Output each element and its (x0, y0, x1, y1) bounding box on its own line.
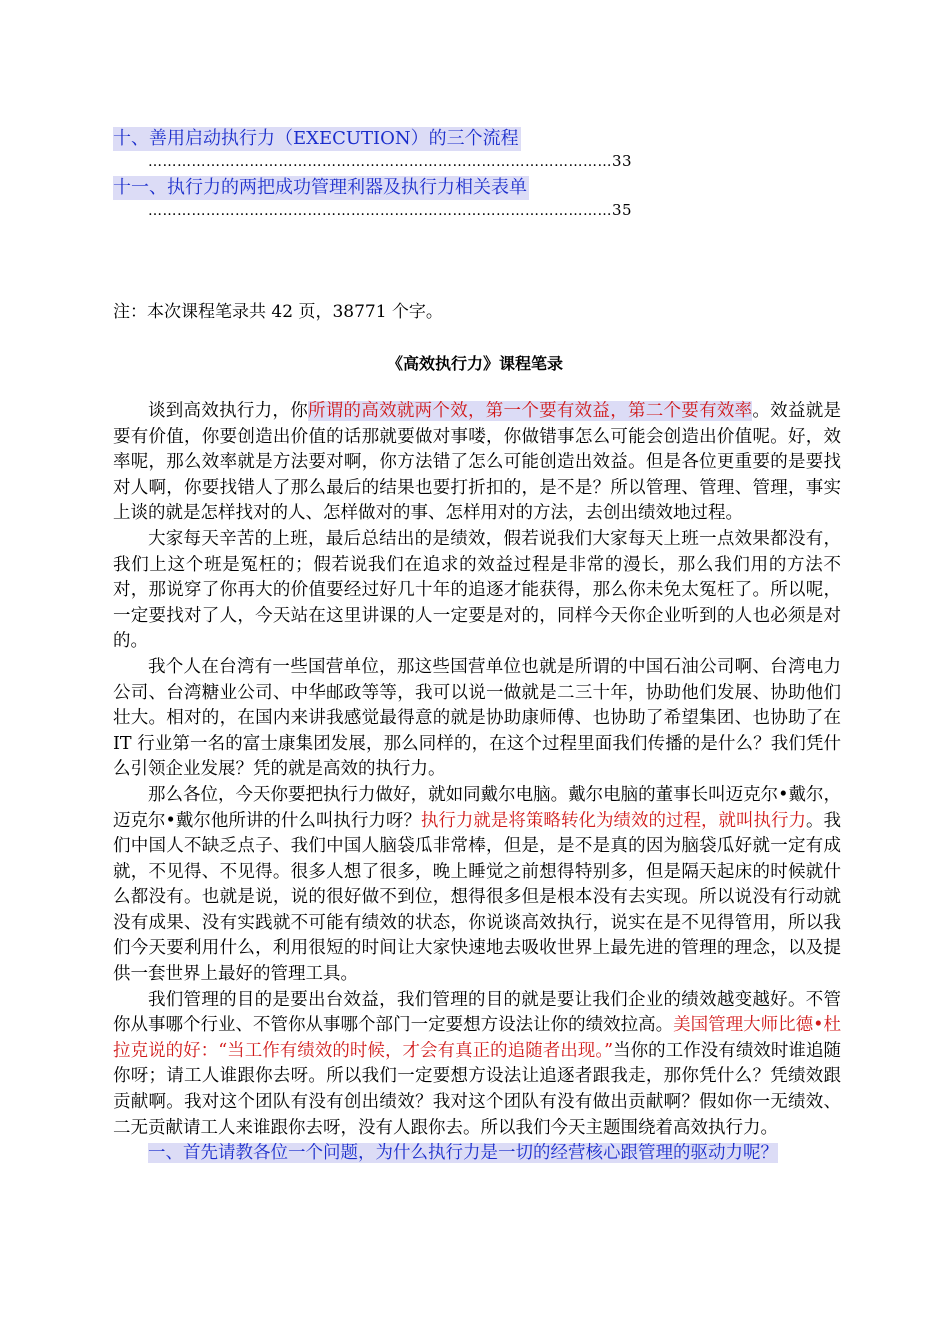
paragraph-text: 我们管理的目的是要出台效益，我们管理的目的就是要让我们企业的绩效越变越好。不管你从事哪个行业、不管你从事哪个部门一定要想方设法让你的绩效拉高。 (113, 989, 841, 1036)
section-heading[interactable] (113, 1141, 841, 1167)
highlighted-text: 执行力就是将策略转化为绩效的过程，就叫执行力 (420, 810, 806, 831)
toc-entry[interactable] (113, 127, 843, 170)
toc-leader-dots: …………………………………………………………………………………… (148, 154, 612, 170)
toc-entry-title[interactable]: 十、善用启动执行力（EXECUTION）的三个流程 (113, 128, 519, 149)
paragraph-text: 那么各位，今天你要把执行力做好，就如同戴尔电脑。戴尔电脑的董事长叫迈克尔•戴尔，迈克尔•戴尔他所讲的什么叫执行力呀？ (113, 784, 841, 831)
paragraph-text: 谈到高效执行力，你 (148, 401, 308, 421)
page-count-note: 注：本次课程笔录共 42 页，38771 个字。 (113, 302, 443, 322)
paragraph (113, 783, 841, 988)
paragraph-text: 。我们中国人不缺乏点子、我们中国人脑袋瓜非常棒，但是，是不是真的因为脑袋瓜好就一定有成就，不见得、不见得。很多人想了很多，晚上睡觉之前想得特别多，但是隔天起床的时候就什么都没有。也就是说，说的很好做不到位，想得很多但是根本没有去实现。所以说没有行动就没有成果、没有实践就不可能有绩效的状态，你说谈高效执行，说实在是不见得管用，所以我们今天要利用什么，利用很短的时间让大家快速地去吸收世界上最先进的管理的理念，以及提供一套世界上最好的管理工具。 (113, 810, 842, 985)
toc-leader-dots: …………………………………………………………………………………… (148, 203, 612, 219)
document-body (113, 399, 841, 1167)
paragraph-text: 。效益就是要有价值，你要创造出价值的话那就要做对事喽，你做错事怎么可能会创造出价值呢。好，效率呢，那么效率就是方法要对啊，你方法错了怎么可能创造出效益。但是各位更重要的是要找对人啊，你要找错人了那么最后的结果也要打折扣的，是不是？所以管理、管理、管理，事实上谈的就是怎样找对的人、怎样做对的事、怎样用对的方法，去创出绩效地过程。 (113, 401, 842, 524)
toc-leader (148, 153, 632, 170)
document-title: 《高效执行力》课程笔录 (386, 354, 563, 373)
highlighted-text: 所谓的高效就两个效，第一个要有效益，第二个要有效率 (308, 401, 753, 421)
paragraph (113, 988, 841, 1142)
paragraph: 大家每天辛苦的上班，最后总结出的是绩效，假若说我们大家每天上班一点效果都没有，我们上这个班是冤枉的；假若说我们在追求的效益过程是非常的漫长，那么我们用的方法不对，那说穿了你再大的价值要经过好几十年的追逐才能获得，那么你未免太冤枉了。所以呢，一定要找对了人，今天站在这里讲课的人一定要是对的，同样今天你企业听到的人也必须是对的。 (113, 528, 841, 652)
paragraph-text: 当你的工作没有绩效时谁追随你呀；请工人谁跟你去呀。所以我们一定要想方设法让追逐者跟我走，那你凭什么？凭绩效跟贡献啊。我对这个团队有没有创出绩效？我对这个团队有没有做出贡献啊？假如你一无绩效、二无贡献请工人来谁跟你去呀，没有人跟你去。所以我们今天主题围绕着高效执行力。 (113, 1040, 841, 1138)
toc-page-number: 33 (612, 152, 633, 170)
section-heading-text[interactable]: 一、首先请教各位一个问题，为什么执行力是一切的经营核心跟管理的驱动力呢？ (148, 1143, 778, 1164)
toc-leader (148, 202, 632, 219)
highlighted-text: 美国管理大师比德•杜拉克说的好：“当工作有绩效的时候，才会有真正的追随者出现。” (113, 1015, 842, 1061)
paragraph (113, 399, 841, 527)
toc-page-number: 35 (612, 201, 633, 219)
paragraph: 我个人在台湾有一些国营单位，那这些国营单位也就是所谓的中国石油公司啊、台湾电力公司、台湾糖业公司、中华邮政等等，我可以说一做就是二三十年，协助他们发展、协助他们壮大。相对的，在国内来讲我感觉最得意的就是协助康师傅、也协助了希望集团、也协助了在 IT 行业第一名的富士康集团发展，那么同样的，在这个过程里面我们传播的是什么？我们凭什么引领企业发展？凭的就是高效的执行力。 (113, 656, 841, 780)
toc-entry-title[interactable]: 十一、执行力的两把成功管理利器及执行力相关表单 (113, 177, 527, 198)
toc-entry[interactable] (113, 176, 843, 219)
